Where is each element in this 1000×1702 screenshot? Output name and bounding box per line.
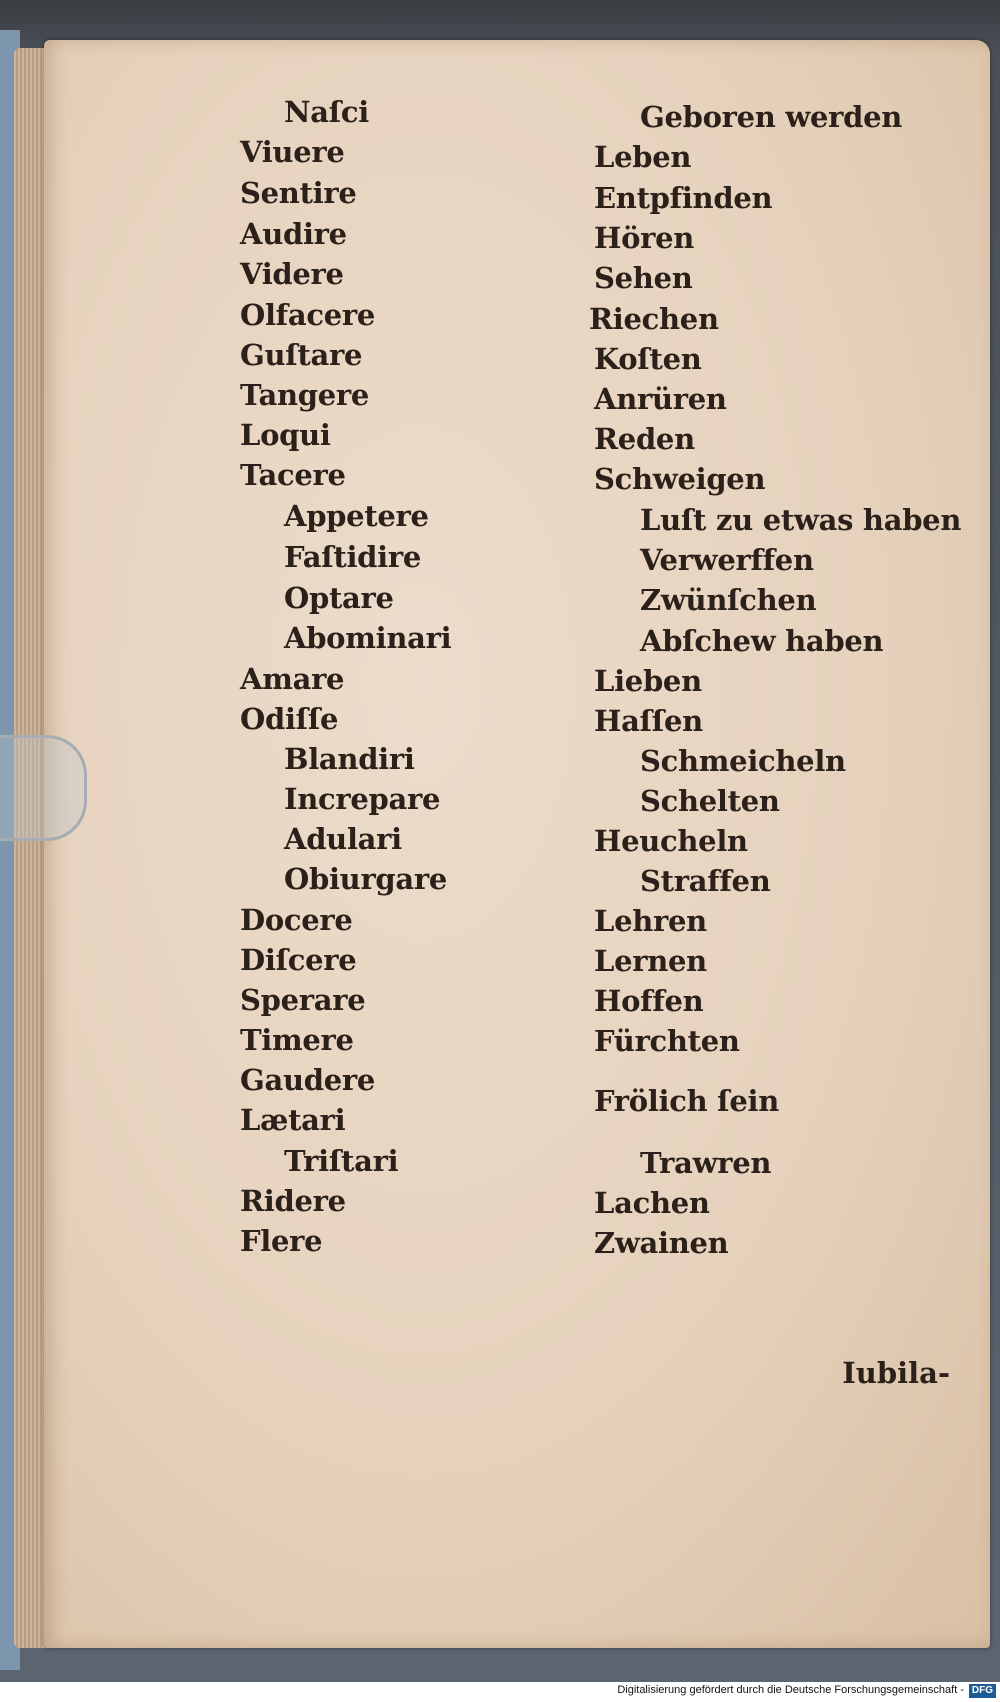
- latin-word: Viuere: [240, 135, 345, 169]
- dfg-logo: DFG: [969, 1684, 996, 1698]
- german-word: Hoffen: [594, 984, 704, 1018]
- latin-word: Diſcere: [240, 943, 357, 977]
- latin-word: Docere: [240, 903, 353, 937]
- german-word: Entpfinden: [594, 181, 773, 215]
- latin-word: Appetere: [284, 499, 429, 533]
- latin-word: Abominari: [284, 621, 452, 655]
- latin-word: Optare: [284, 581, 394, 615]
- latin-word: Olfacere: [240, 298, 375, 332]
- book-page: [44, 40, 990, 1648]
- latin-word: Sentire: [240, 176, 357, 210]
- german-word: Zwünſchen: [640, 583, 817, 617]
- german-word: Riechen: [589, 302, 719, 336]
- latin-word: Tacere: [240, 458, 346, 492]
- german-word: Trawren: [640, 1146, 772, 1180]
- catchword: Iubila-: [842, 1356, 950, 1390]
- german-word: Zwainen: [594, 1226, 729, 1260]
- german-word: Geboren werden: [640, 100, 903, 134]
- latin-word: Guſtare: [240, 338, 363, 372]
- german-word: Fürchten: [594, 1024, 740, 1058]
- latin-word: Adulari: [284, 822, 402, 856]
- german-word: Haſſen: [594, 704, 703, 738]
- german-word: Lieben: [594, 664, 702, 698]
- german-word: Schmeicheln: [640, 744, 846, 778]
- german-word: Frölich ſein: [594, 1084, 779, 1118]
- latin-word: Timere: [240, 1023, 354, 1057]
- latin-word: Audire: [240, 217, 347, 251]
- german-word: Verwerffen: [640, 543, 814, 577]
- latin-word: Ridere: [240, 1184, 346, 1218]
- german-word: Schweigen: [594, 462, 766, 496]
- footer-credit: Digitalisierung gefördert durch die Deutsche Forschungsgemeinschaft -: [617, 1684, 964, 1696]
- german-word: Anrüren: [594, 382, 727, 416]
- german-word: Abſchew haben: [640, 624, 884, 658]
- german-word: Leben: [594, 140, 692, 174]
- latin-word: Sperare: [240, 983, 366, 1017]
- german-word: Reden: [594, 422, 695, 456]
- german-word: Koſten: [594, 342, 702, 376]
- german-word: Lachen: [594, 1186, 710, 1220]
- german-word: Schelten: [640, 784, 780, 818]
- latin-word: Tangere: [240, 378, 370, 412]
- latin-word: Blandiri: [284, 742, 415, 776]
- german-word: Heucheln: [594, 824, 748, 858]
- book-clip: [0, 735, 87, 841]
- latin-word: Amare: [240, 662, 345, 696]
- latin-word: Flere: [240, 1224, 323, 1258]
- german-word: Luſt zu etwas haben: [640, 503, 962, 537]
- german-word: Lernen: [594, 944, 707, 978]
- latin-word: Videre: [240, 257, 344, 291]
- latin-word: Obiurgare: [284, 862, 448, 896]
- german-word: Straffen: [640, 864, 771, 898]
- german-word: Lehren: [594, 904, 707, 938]
- latin-word: Odiſſe: [240, 702, 339, 736]
- latin-word: Naſci: [284, 95, 369, 129]
- german-word: Hören: [594, 221, 695, 255]
- latin-word: Triſtari: [284, 1144, 399, 1178]
- latin-word: Gaudere: [240, 1063, 375, 1097]
- german-word: Sehen: [594, 261, 693, 295]
- latin-word: Loqui: [240, 418, 331, 452]
- latin-word: Faſtidire: [284, 540, 422, 574]
- latin-word: Lætari: [240, 1103, 346, 1137]
- latin-word: Increpare: [284, 782, 441, 816]
